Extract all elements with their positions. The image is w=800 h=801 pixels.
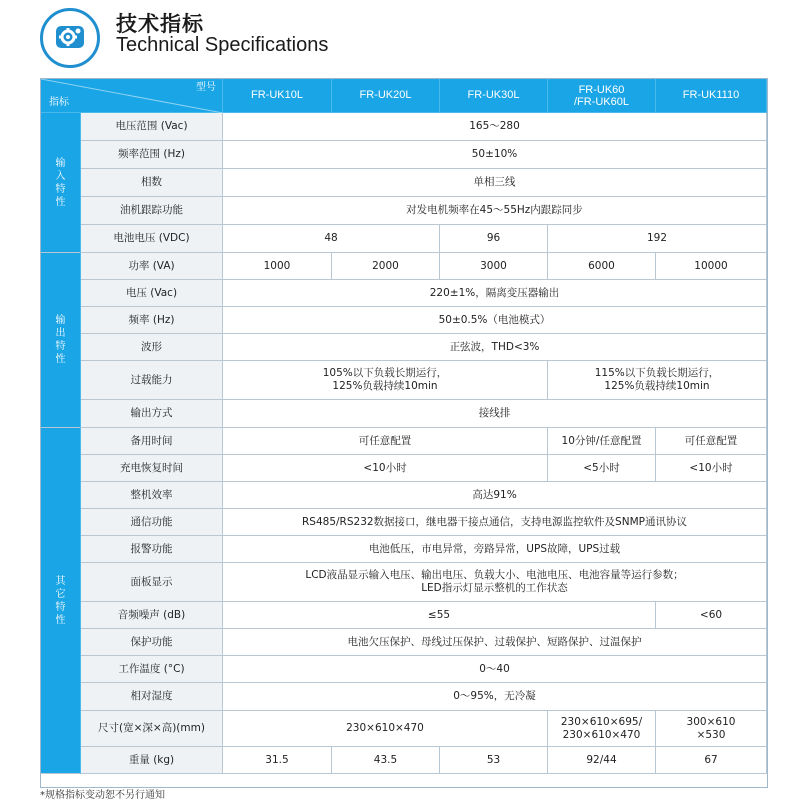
row-value: 6000 xyxy=(548,253,656,280)
row-value: 92/44 xyxy=(548,747,656,774)
row-label: 电池电压 (VDC) xyxy=(81,225,223,253)
row-value: 2000 xyxy=(332,253,440,280)
row-label: 输出方式 xyxy=(81,400,223,428)
row-label: 功率 (VA) xyxy=(81,253,223,280)
page-title-en: Technical Specifications xyxy=(116,34,329,56)
row-value: 230×610×695/ 230×610×470 xyxy=(548,711,656,747)
model-header: FR-UK60 /FR-UK60L xyxy=(548,79,656,113)
row-value: 67 xyxy=(656,747,767,774)
row-value: LCD液晶显示输入电压、输出电压、负载大小、电池电压、电池容量等运行参数； LED指示灯显示整机的工作状态 xyxy=(223,563,767,602)
row-value: 3000 xyxy=(440,253,548,280)
row-label: 波形 xyxy=(81,334,223,361)
row-label: 充电恢复时间 xyxy=(81,455,223,482)
row-label: 保护功能 xyxy=(81,629,223,656)
model-header: FR-UK10L xyxy=(223,79,332,113)
row-label: 过载能力 xyxy=(81,361,223,400)
row-label: 工作温度 (°C) xyxy=(81,656,223,683)
corner-model-label: 型号 xyxy=(196,82,216,93)
row-value: 230×610×470 xyxy=(223,711,548,747)
row-value: 48 xyxy=(223,225,440,253)
corner-indicator-label: 指标 xyxy=(49,97,69,108)
row-label: 报警功能 xyxy=(81,536,223,563)
model-header: FR-UK20L xyxy=(332,79,440,113)
row-value: 接线排 xyxy=(223,400,767,428)
corner-header xyxy=(41,79,223,113)
gear-logo-icon xyxy=(40,8,100,68)
row-value: 对发电机频率在45～55Hz内跟踪同步 xyxy=(223,197,767,225)
row-value: 可任意配置 xyxy=(223,428,548,455)
row-value: 0～95%，无冷凝 xyxy=(223,683,767,711)
row-label: 尺寸(宽×深×高)(mm) xyxy=(81,711,223,747)
page-header xyxy=(0,0,800,72)
model-header: FR-UK1110 xyxy=(656,79,767,113)
row-label: 备用时间 xyxy=(81,428,223,455)
row-value: 192 xyxy=(548,225,767,253)
row-label: 相对湿度 xyxy=(81,683,223,711)
row-label: 重量 (kg) xyxy=(81,747,223,774)
row-label: 频率 (Hz) xyxy=(81,307,223,334)
row-value: 正弦波，THD<3% xyxy=(223,334,767,361)
row-value: 165～280 xyxy=(223,113,767,141)
row-label: 相数 xyxy=(81,169,223,197)
group-output: 输出特性 xyxy=(41,253,81,428)
row-value: 43.5 xyxy=(332,747,440,774)
row-value: 31.5 xyxy=(223,747,332,774)
row-value: <10小时 xyxy=(223,455,548,482)
footnote: *规格指标变动恕不另行通知 xyxy=(40,790,165,801)
row-label: 通信功能 xyxy=(81,509,223,536)
row-value: 115%以下负载长期运行， 125%负载持续10min xyxy=(548,361,767,400)
group-input: 输入特性 xyxy=(41,113,81,253)
row-value: 53 xyxy=(440,747,548,774)
row-label: 频率范围 (Hz) xyxy=(81,141,223,169)
row-label: 油机跟踪功能 xyxy=(81,197,223,225)
row-value: ≤55 xyxy=(223,602,656,629)
row-value: 10000 xyxy=(656,253,767,280)
row-value: 50±10% xyxy=(223,141,767,169)
row-value: <5小时 xyxy=(548,455,656,482)
row-value: 96 xyxy=(440,225,548,253)
row-value: 单相三线 xyxy=(223,169,767,197)
row-value: 220±1%，隔离变压器输出 xyxy=(223,280,767,307)
row-label: 整机效率 xyxy=(81,482,223,509)
row-label: 电压范围 (Vac) xyxy=(81,113,223,141)
row-value: 1000 xyxy=(223,253,332,280)
row-value: 高达91% xyxy=(223,482,767,509)
row-value: 300×610 ×530 xyxy=(656,711,767,747)
row-label: 面板显示 xyxy=(81,563,223,602)
row-value: 可任意配置 xyxy=(656,428,767,455)
row-label: 电压 (Vac) xyxy=(81,280,223,307)
group-other: 其它特性 xyxy=(41,428,81,774)
model-header: FR-UK30L xyxy=(440,79,548,113)
row-value: 105%以下负载长期运行， 125%负载持续10min xyxy=(223,361,548,400)
row-value: <60 xyxy=(656,602,767,629)
row-value: 10分钟/任意配置 xyxy=(548,428,656,455)
row-label: 音频噪声 (dB) xyxy=(81,602,223,629)
row-value: RS485/RS232数据接口，继电器干接点通信，支持电源监控软件及SNMP通讯协议 xyxy=(223,509,767,536)
row-value: 50±0.5%（电池模式） xyxy=(223,307,767,334)
row-value: <10小时 xyxy=(656,455,767,482)
spec-table xyxy=(40,78,768,788)
row-value: 0～40 xyxy=(223,656,767,683)
row-value: 电池低压，市电异常，旁路异常，UPS故障，UPS过载 xyxy=(223,536,767,563)
row-value: 电池欠压保护、母线过压保护、过载保护、短路保护、过温保护 xyxy=(223,629,767,656)
page-title-cn: 技术指标 xyxy=(116,12,204,36)
